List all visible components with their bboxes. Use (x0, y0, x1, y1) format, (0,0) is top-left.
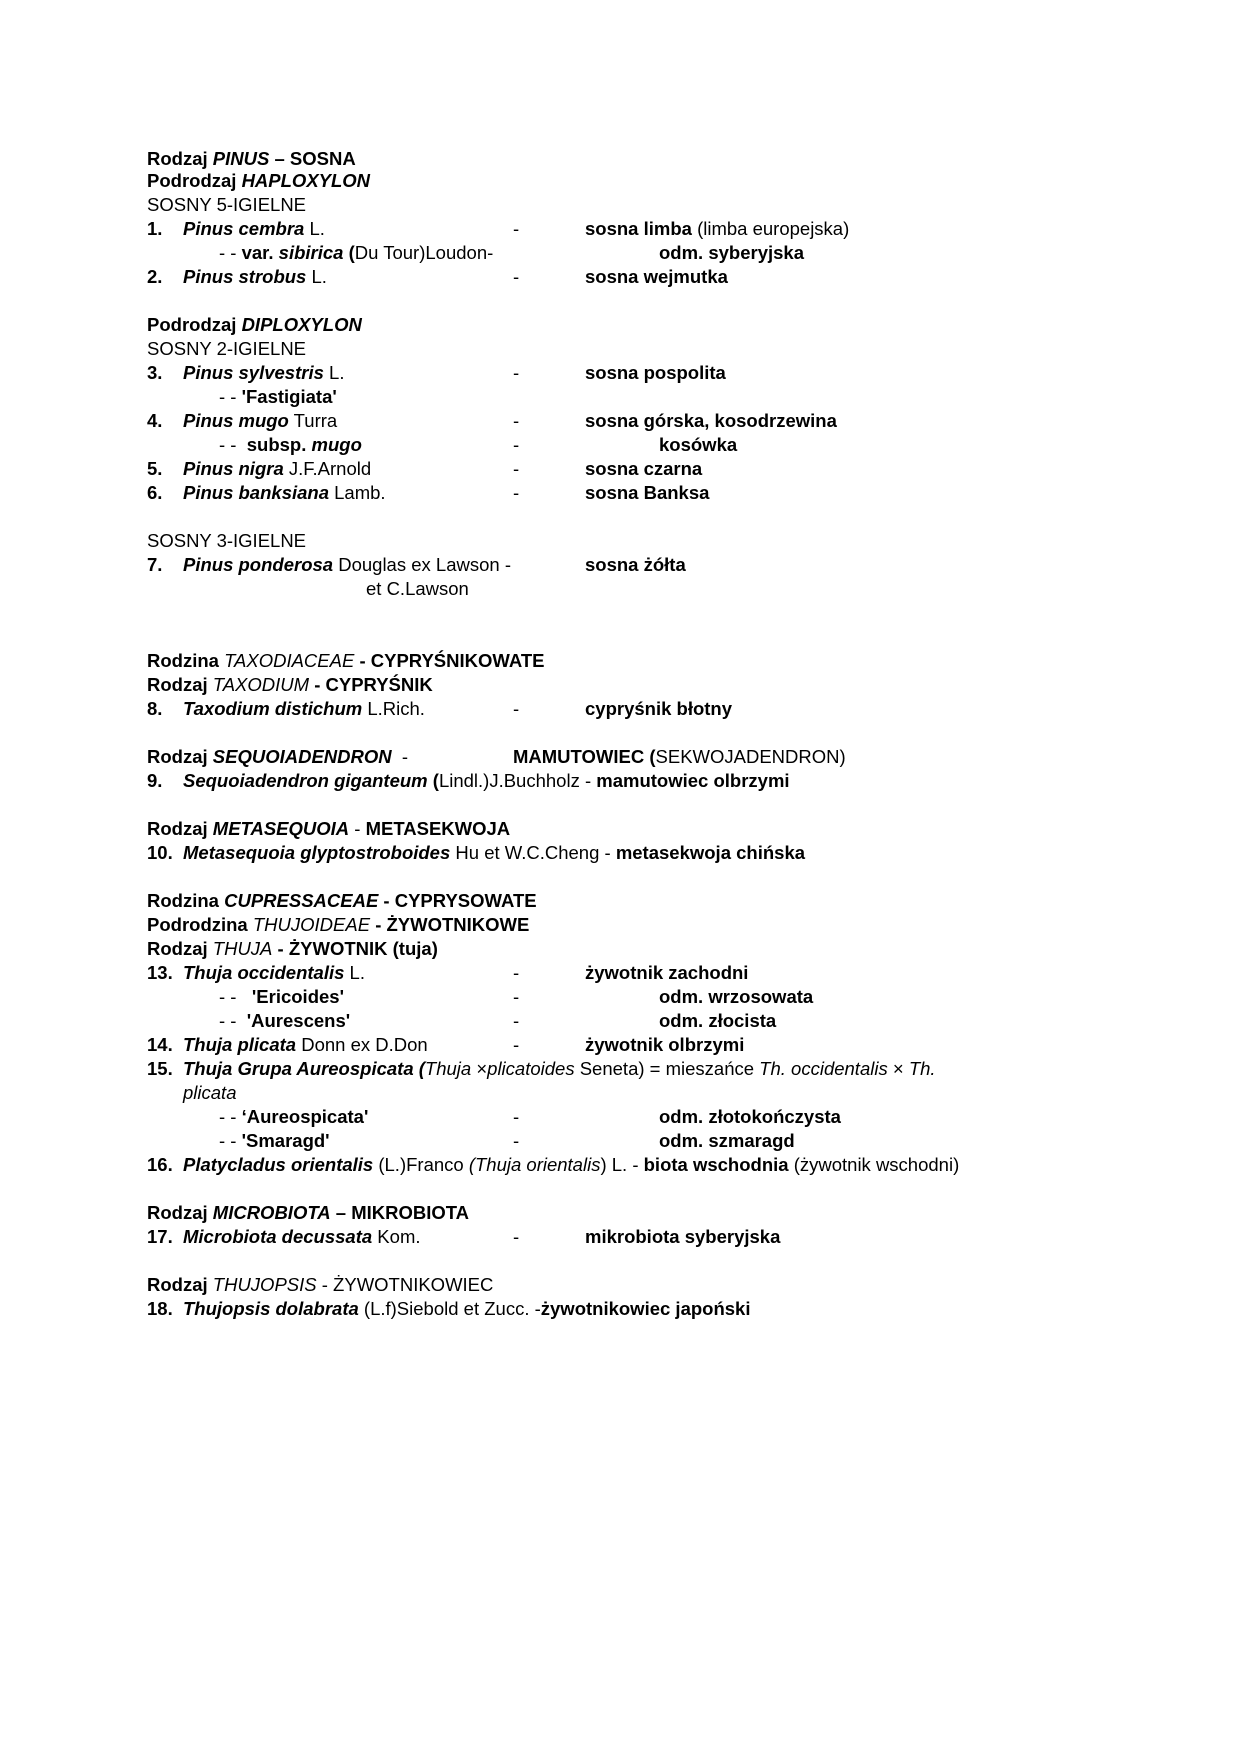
line-column (183, 962, 365, 984)
text-segment: Microbiota decussata (183, 1226, 373, 1247)
line-column (183, 218, 325, 240)
text-segment: plicata (183, 1082, 237, 1103)
text-segment: – MIKROBIOTA (330, 1202, 470, 1223)
text-segment: MICROBIOTA (212, 1202, 331, 1223)
line-column (513, 1226, 519, 1248)
text-segment: – SOSNA (269, 148, 356, 169)
text-segment: Pinus strobus (183, 266, 307, 287)
text-segment: - (513, 986, 520, 1007)
text-segment: - - (219, 986, 252, 1007)
text-segment: PINUS (212, 148, 270, 169)
text-segment: - (513, 698, 520, 719)
line-column (585, 362, 726, 384)
text-segment: ( (343, 242, 355, 263)
line-column (513, 266, 519, 288)
text-segment: (żywotnik wschodni) (788, 1154, 960, 1175)
text-segment: - (391, 746, 409, 767)
text-segment: 2. (147, 266, 163, 287)
line-column (183, 1034, 428, 1056)
line-column (183, 362, 344, 384)
text-segment: Hu et W.C.Cheng - (450, 842, 616, 863)
document-line (0, 890, 1240, 912)
document-line (0, 1202, 1240, 1224)
text-segment: 9. (147, 770, 163, 791)
text-segment: SOSNY 5-IGIELNE (147, 194, 307, 215)
text-segment: ( (413, 1058, 425, 1079)
line-column (147, 1226, 173, 1248)
text-segment: - (513, 1226, 520, 1247)
text-segment: Metasequoia glyptostroboides (183, 842, 451, 863)
line-column (147, 1154, 173, 1176)
text-segment: L.Rich. (362, 698, 425, 719)
document-line (0, 194, 1240, 216)
text-segment: THUJOPSIS (212, 1274, 317, 1295)
line-column (219, 1106, 368, 1128)
text-segment: Rodzaj (147, 818, 213, 839)
text-segment: Thujopsis dolabrata (183, 1298, 359, 1319)
document-line (0, 698, 1240, 720)
text-segment: 14. (147, 1034, 173, 1055)
text-segment: Rodzina (147, 890, 225, 911)
line-column (585, 482, 709, 504)
text-segment: 17. (147, 1226, 173, 1247)
document-line (0, 650, 1240, 672)
text-segment: HAPLOXYLON (241, 170, 371, 191)
line-column (585, 410, 837, 432)
text-segment: (limba europejska) (691, 218, 850, 239)
text-segment: - CYPRYSOWATE (378, 890, 537, 911)
text-segment: CUPRESSACEAE (224, 890, 379, 911)
line-column (147, 698, 162, 720)
document-line (0, 482, 1240, 504)
line-column (183, 1058, 936, 1080)
document-line (0, 434, 1240, 456)
text-segment: 10. (147, 842, 173, 863)
line-column (147, 314, 362, 336)
text-segment: Th. occidentalis (759, 1058, 888, 1079)
document-line (0, 842, 1240, 864)
line-column (513, 434, 519, 456)
line-column (183, 1226, 421, 1248)
text-segment: Pinus mugo (183, 410, 289, 431)
text-segment: 13. (147, 962, 173, 983)
document-line (0, 1154, 1240, 1176)
text-segment: żywotnik zachodni (585, 962, 749, 983)
document-line (0, 1298, 1240, 1320)
text-segment: - (513, 362, 520, 383)
text-segment: cypryśnik błotny (585, 698, 733, 719)
text-segment: kosówka (659, 434, 738, 455)
line-column (585, 1034, 744, 1056)
document-line (0, 986, 1240, 1008)
document-line (0, 1130, 1240, 1152)
text-segment: 15. (147, 1058, 173, 1079)
text-segment: 8. (147, 698, 163, 719)
text-segment: - - (219, 1130, 242, 1151)
line-column (147, 1298, 173, 1320)
document-line (0, 554, 1240, 576)
document-line (0, 242, 1240, 264)
line-column (183, 1082, 236, 1104)
line-column (513, 362, 519, 384)
line-column (147, 266, 162, 288)
line-column (147, 554, 162, 576)
text-segment: Thuja Grupa Aureospicata (183, 1058, 414, 1079)
line-column (585, 698, 732, 720)
text-segment: L. (344, 962, 365, 983)
text-segment: L. (304, 218, 325, 239)
text-segment: Donn ex D.Don (296, 1034, 428, 1055)
text-segment: - CYPRYŚNIK (309, 674, 433, 695)
text-segment: ( (427, 770, 439, 791)
text-segment: biota wschodnia (643, 1154, 789, 1175)
text-segment: odm. szmaragd (659, 1130, 795, 1151)
text-segment: METASEKWOJA (365, 818, 511, 839)
text-segment: SOSNY 3-IGIELNE (147, 530, 307, 551)
line-column (513, 218, 519, 240)
document-line (0, 746, 1240, 768)
text-segment: L. (323, 362, 345, 383)
text-segment: - (513, 1010, 520, 1031)
line-column (513, 1130, 519, 1152)
text-segment: 'Aurescens' (246, 1010, 351, 1031)
line-column (513, 962, 519, 984)
text-segment: - (513, 962, 520, 983)
line-column (147, 1034, 173, 1056)
text-segment: 4. (147, 410, 163, 431)
text-segment: - - (219, 1010, 247, 1031)
line-column (147, 1058, 173, 1080)
line-column (659, 1130, 795, 1152)
document-line (0, 338, 1240, 360)
document-line (0, 1058, 1240, 1080)
text-segment: Pinus banksiana (183, 482, 329, 503)
text-segment: 5. (147, 458, 163, 479)
text-segment: Rodzina (147, 650, 225, 671)
text-segment: Podrodzaj (147, 170, 242, 191)
text-segment: Seneta) = mieszańce (574, 1058, 760, 1079)
text-segment: Thuja occidentalis (183, 962, 345, 983)
text-segment: ) L. - (600, 1154, 644, 1175)
text-segment: L. (306, 266, 327, 287)
text-segment: sosna wejmutka (585, 266, 728, 287)
line-column (147, 1274, 493, 1296)
text-segment: 1. (147, 218, 163, 239)
line-column (585, 458, 702, 480)
text-segment: Rodzaj (147, 1202, 213, 1223)
text-segment: Rodzaj (147, 938, 213, 959)
line-column (659, 434, 737, 456)
document-line (0, 770, 1240, 792)
document-line (0, 1226, 1240, 1248)
text-segment: Podrodzaj (147, 314, 242, 335)
text-segment: - (513, 434, 520, 455)
line-column (659, 1106, 841, 1128)
text-segment: 16. (147, 1154, 173, 1175)
text-segment: - ŻYWOTNIKOWIEC (316, 1274, 494, 1295)
document-line (0, 962, 1240, 984)
text-segment: SOSNY 2-IGIELNE (147, 338, 307, 359)
text-segment: Rodzaj (147, 1274, 213, 1295)
line-column (147, 674, 433, 696)
line-column (513, 1010, 519, 1032)
document-line (0, 458, 1240, 480)
text-segment: METASEQUOIA (212, 818, 350, 839)
text-segment: et C.Lawson (366, 578, 469, 599)
line-column (147, 818, 510, 840)
line-column (183, 1154, 959, 1176)
line-column (147, 962, 173, 984)
text-segment: SEKWOJADENDRON) (655, 746, 846, 767)
text-segment: żywotnik olbrzymi (585, 1034, 745, 1055)
text-segment: - (513, 410, 520, 431)
text-segment: Rodzaj (147, 674, 213, 695)
text-segment: - - (219, 242, 242, 263)
text-segment: Thuja plicata (183, 1034, 297, 1055)
text-segment: J.F.Arnold (283, 458, 372, 479)
document-line (0, 386, 1240, 408)
text-segment: Th. (908, 1058, 936, 1079)
text-segment: Douglas ex Lawson - (333, 554, 511, 575)
line-column (147, 890, 537, 912)
text-segment: × (887, 1058, 909, 1079)
text-segment: - (349, 818, 366, 839)
text-segment: sosna górska, kosodrzewina (585, 410, 837, 431)
text-segment: Rodzaj (147, 148, 213, 169)
line-column (585, 218, 849, 240)
text-segment: - (579, 770, 597, 791)
line-column (147, 458, 162, 480)
text-segment: Podrodzina (147, 914, 253, 935)
text-segment: odm. złocista (659, 1010, 777, 1031)
line-column (585, 266, 728, 288)
line-column (659, 986, 813, 1008)
line-column (147, 482, 162, 504)
line-column (147, 1202, 469, 1224)
text-segment: (Thuja orientalis (468, 1154, 601, 1175)
line-column (585, 962, 748, 984)
line-column (183, 266, 327, 288)
text-segment: sibirica (278, 242, 344, 263)
text-segment: Pinus nigra (183, 458, 284, 479)
text-segment: Turra (288, 410, 338, 431)
line-column (147, 170, 370, 192)
line-column (183, 554, 511, 576)
line-column (366, 578, 469, 600)
document-line (0, 674, 1240, 696)
line-column (183, 410, 337, 432)
document-line (0, 170, 1240, 192)
line-column (147, 362, 162, 384)
line-column (219, 386, 337, 408)
document-line (0, 818, 1240, 840)
text-segment: sosna limba (585, 218, 692, 239)
text-segment: plicatoides (487, 1058, 575, 1079)
document-line (0, 1106, 1240, 1128)
text-segment: 3. (147, 362, 163, 383)
document-line (0, 1034, 1240, 1056)
text-segment: TAXODIUM (212, 674, 310, 695)
text-segment: - (513, 1106, 520, 1127)
text-segment: Lindl.)J.Buchholz (438, 770, 580, 791)
text-segment: Taxodium distichum (183, 698, 363, 719)
document-line (0, 578, 1240, 600)
text-segment: 'Smaragd' (241, 1130, 330, 1151)
line-column (513, 986, 519, 1008)
document-line (0, 148, 1240, 170)
line-column (147, 770, 162, 792)
text-segment: - - (219, 1106, 242, 1127)
line-column (183, 770, 790, 792)
document-line (0, 314, 1240, 336)
document-line (0, 938, 1240, 960)
text-segment: × (471, 1058, 488, 1079)
text-segment: Sequoiadendron giganteum (183, 770, 428, 791)
line-column (183, 1298, 750, 1320)
line-column (585, 1226, 780, 1248)
text-segment: Kom. (372, 1226, 421, 1247)
line-column (147, 410, 162, 432)
text-segment: sosna Banksa (585, 482, 710, 503)
line-column (147, 842, 173, 864)
text-segment: - (513, 482, 520, 503)
text-segment: DIPLOXYLON (241, 314, 362, 335)
text-segment: (L.)Franco (373, 1154, 469, 1175)
text-segment: - (513, 218, 520, 239)
text-segment: Pinus ponderosa (183, 554, 334, 575)
line-column (147, 338, 306, 360)
line-column (147, 530, 306, 552)
text-segment: ‘Aureospicata' (241, 1106, 369, 1127)
text-segment: sosna pospolita (585, 362, 726, 383)
line-column (585, 554, 686, 576)
line-column (147, 194, 306, 216)
text-segment: THUJOIDEAE (252, 914, 371, 935)
line-column (147, 938, 438, 960)
line-column (659, 242, 804, 264)
line-column (513, 746, 846, 768)
text-segment: (L.f)Siebold et Zucc. - (358, 1298, 541, 1319)
text-segment: var. (241, 242, 279, 263)
line-column (147, 148, 356, 170)
document-line (0, 1082, 1240, 1104)
text-segment: Du Tour)Loudon- (354, 242, 494, 263)
text-segment: - ŻYWOTNIKOWE (370, 914, 530, 935)
text-segment: - (513, 1034, 520, 1055)
text-segment: Platycladus orientalis (183, 1154, 374, 1175)
line-column (219, 1130, 330, 1152)
text-segment: żywotnikowiec japoński (540, 1298, 751, 1319)
text-segment: mikrobiota syberyjska (585, 1226, 781, 1247)
text-segment: Rodzaj (147, 746, 213, 767)
text-segment: sosna czarna (585, 458, 703, 479)
line-column (513, 458, 519, 480)
document-line (0, 362, 1240, 384)
text-segment: TAXODIACEAE (224, 650, 355, 671)
text-segment: subsp. (246, 434, 312, 455)
text-segment: odm. syberyjska (659, 242, 804, 263)
document-line (0, 1010, 1240, 1032)
line-column (219, 434, 362, 456)
text-segment: Pinus sylvestris (183, 362, 324, 383)
text-segment: mugo (311, 434, 362, 455)
text-segment: 'Fastigiata' (241, 386, 337, 407)
text-segment: - ŻYWOTNIK (tuja) (272, 938, 438, 959)
text-segment: - (513, 266, 520, 287)
text-segment: ( (644, 746, 656, 767)
text-segment: MAMUTOWIEC (513, 746, 645, 767)
text-segment: Lamb. (329, 482, 386, 503)
line-column (147, 914, 529, 936)
text-segment: metasekwoja chińska (615, 842, 806, 863)
document-line (0, 218, 1240, 240)
line-column (219, 242, 493, 264)
line-column (219, 986, 344, 1008)
line-column (513, 1106, 519, 1128)
line-column (513, 410, 519, 432)
text-segment: - (513, 1130, 520, 1151)
text-segment: - (513, 458, 520, 479)
line-column (147, 218, 162, 240)
text-segment: Pinus cembra (183, 218, 305, 239)
text-segment: 6. (147, 482, 163, 503)
text-segment: 'Ericoides' (251, 986, 344, 1007)
line-column (219, 1010, 350, 1032)
document-line (0, 410, 1240, 432)
text-segment: - - (219, 386, 242, 407)
line-column (513, 1034, 519, 1056)
document-line (0, 266, 1240, 288)
text-segment: 18. (147, 1298, 173, 1319)
line-column (183, 698, 425, 720)
text-segment: - CYPRYŚNIKOWATE (354, 650, 545, 671)
text-segment: sosna żółta (585, 554, 686, 575)
text-segment: mamutowiec olbrzymi (596, 770, 790, 791)
line-column (183, 482, 386, 504)
line-column (513, 698, 519, 720)
line-column (513, 482, 519, 504)
text-segment: Thuja (424, 1058, 472, 1079)
text-segment: odm. wrzosowata (659, 986, 814, 1007)
line-column (147, 650, 544, 672)
text-segment: THUJA (212, 938, 273, 959)
line-column (659, 1010, 776, 1032)
line-column (147, 746, 408, 768)
document-line (0, 914, 1240, 936)
line-column (183, 842, 805, 864)
line-column (183, 458, 371, 480)
text-segment: - - (219, 434, 247, 455)
text-segment: SEQUOIADENDRON (212, 746, 392, 767)
text-segment: odm. złotokończysta (659, 1106, 841, 1127)
text-segment: 7. (147, 554, 163, 575)
document-line (0, 530, 1240, 552)
document-line (0, 1274, 1240, 1296)
